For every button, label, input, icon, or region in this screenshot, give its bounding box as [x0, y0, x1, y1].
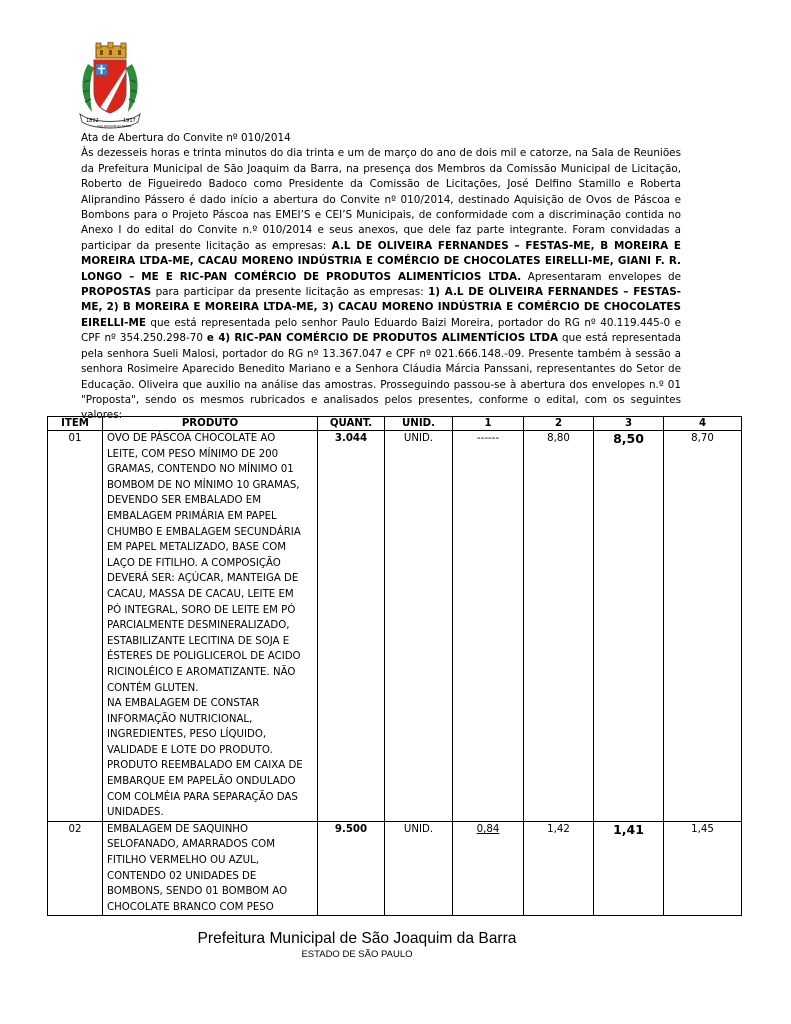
column-header: UNID. — [385, 417, 453, 431]
price-bidder-1 — [453, 821, 524, 916]
footer-prefeitura: Prefeitura Municipal de São Joaquim da Barra — [197, 930, 517, 947]
price-bidder-3: 1,41 — [594, 821, 664, 916]
body-text-3: para participar da presente licitação as empresas: — [151, 286, 429, 299]
column-header: 2 — [524, 417, 594, 431]
column-header: 1 — [453, 417, 524, 431]
bidding-companies-1-3: 1) A.L DE OLIVEIRA FERNANDES – FESTAS-ME, 2) B MOREIRA E MOREIRA LTDA-ME, 3) CACAU MORENO INDÚSTRIA E COMÉRCIO DE CHOCOLATES EIRELLI-ME — [81, 286, 681, 329]
invited-companies: A.L DE OLIVEIRA FERNANDES – FESTAS-ME, B MOREIRA E MOREIRA LTDA-ME, CACAU MORENO INDÚSTRIA E COMÉRCIO DE CHOCOLATES EIRELLI-ME, GIANI F. R. LONGO – ME E RIC-PAN COMÉRCIO DE PRODUTOS ALIMENTÍCIOS LTDA. — [81, 239, 681, 283]
price-bidder-4: 1,45 — [664, 821, 742, 916]
item-number: 02 — [48, 821, 103, 916]
price-bidder-3: 8,50 — [594, 431, 664, 822]
product-description-part2: NA EMBALAGEM DE CONSTAR INFORMAÇÃO NUTRICIONAL, INGREDIENTES, PESO LÍQUIDO, VALIDADE E LOTE DO PRODUTO. PRODUTO REEMBALADO EM CAIXA DE EMBARQUE EM PAPELÃO ONDULADO COM COLMÉIA PARA SEPARAÇÃO DAS UNIDADES. — [107, 698, 303, 819]
bidding-company-4: e 4) RIC-PAN COMÉRCIO DE PRODUTOS ALIMENTÍCIOS LTDA — [206, 332, 559, 345]
unit: UNID. — [385, 821, 453, 916]
body-paragraph — [81, 146, 681, 423]
lowest-price-underlined: 0,84 — [476, 823, 500, 835]
product-description-part1: OVO DE PÁSCOA CHOCOLATE AO LEITE, COM PESO MÍNIMO DE 200 GRAMAS, CONTENDO NO MÍNIMO 01 BOMBOM DE NO MÍNIMO 10 GRAMAS, DEVENDO SER EMBALADO EM EMBALAGEM PRIMÁRIA EM PAPEL CHUMBO E EMBALAGEM SECUNDÁRIA EM PAPEL METALIZADO, BASE COM LAÇO DE FITILHO. A COMPOSIÇÃO DEVERÁ SER: AÇÚCAR, MANTEIGA DE CACAU, MASSA DE CACAU, LEITE EM PÓ INTEGRAL, SORO DE LEITE EM PÓ PARCIALMENTE DESMINERALIZADO, ESTABILIZANTE LECITINA DE SOJA E ÉSTERES DE POLIGLICEROL DE ACIDO RICINOLÉICO E AROMATIZANTE. NÃO CONTÉM GLUTEN. — [107, 433, 301, 694]
product-description: EMBALAGEM DE SAQUINHO SELOFANADO, AMARRADOS COM FITILHO VERMELHO OU AZUL, CONTENDO 02 UNIDADES DE BOMBONS, SENDO 01 BOMBOM AO CHOCOLATE BRANCO COM PESO — [103, 821, 318, 916]
price-bidder-2: 8,80 — [524, 431, 594, 822]
svg-text:SÃO JOAQUIM DA BARRA: SÃO JOAQUIM DA BARRA — [97, 124, 132, 128]
svg-text:1892: 1892 — [86, 118, 99, 124]
price-bidder-4: 8,70 — [664, 431, 742, 822]
price-table — [47, 416, 742, 916]
column-header: 4 — [664, 417, 742, 431]
municipal-crest-logo — [78, 42, 142, 134]
body-text-2: Apresentaram envelopes de — [521, 270, 681, 283]
column-header: QUANT. — [318, 417, 385, 431]
table-header-row — [48, 417, 742, 431]
document-body — [81, 131, 681, 424]
table-row — [48, 431, 742, 822]
price-bidder-2: 1,42 — [524, 821, 594, 916]
body-text-5: que está representada pela senhora Sueli Malosi, portador do RG nº 13.367.047 e CPF nº 021.666.148.-09. Presente também à sessão a senhora Rosimeire Aparecido Benedito Mariano e a Senhora Cláudia Márcia Panssani, representantes do Setor de Educação. Oliveira que auxilio na análise das amostras. Prosseguindo passou-se à abertura dos envelopes n.º 01 "Proposta", sendo os mesmos rubricados e analisados pelos presentes, conforme o edital, com os seguintes valores: — [81, 332, 682, 422]
document-title: Ata de Abertura do Convite nº 010/2014 — [81, 132, 291, 144]
column-header: PRODUTO — [103, 417, 318, 431]
item-number: 01 — [48, 431, 103, 822]
price-bidder-1: ------ — [453, 431, 524, 822]
body-text-1: Às dezesseis horas e trinta minutos do dia trinta e um de março do ano de dois mil e catorze, na Sala de Reuniões da Prefeitura Municipal de São Joaquim da Barra, na presença dos Membros da Comissão Municipal de Licitação, Roberto de Figueiredo Badoco como Presidente da Comissão de Licitações, José Delfino Stamillo e Roberta Aliprandino Pássero é dado início a abertura do Convite nº 010/2014, destinado Aquisição de Ovos de Páscoa e Bombons para o Projeto Páscoa nas EMEI’S e CEI’S Municipais, de conformidade com a discriminação contida no Anexo I do edital do Convite n.º 010/2014 e seus anexos, que dele faz parte integrante. Foram convidadas a participar da presente licitação as empresas: — [81, 147, 681, 252]
svg-text:1917: 1917 — [123, 118, 136, 124]
column-header: 3 — [594, 417, 664, 431]
column-header: ITEM — [48, 417, 103, 431]
table-row — [48, 821, 742, 916]
body-text-4: que está representada pelo senhor Paulo Eduardo Baizi Moreira, portador do RG nº 40.119.445-0 e CPF nº 354.250.298-70 — [81, 316, 681, 345]
quantity: 3.044 — [318, 431, 385, 822]
unit: UNID. — [385, 431, 453, 822]
product-description — [103, 431, 318, 822]
footer-state: ESTADO DE SÃO PAULO — [301, 949, 413, 960]
quantity: 9.500 — [318, 821, 385, 916]
propostas-label: PROPOSTAS — [81, 286, 152, 299]
